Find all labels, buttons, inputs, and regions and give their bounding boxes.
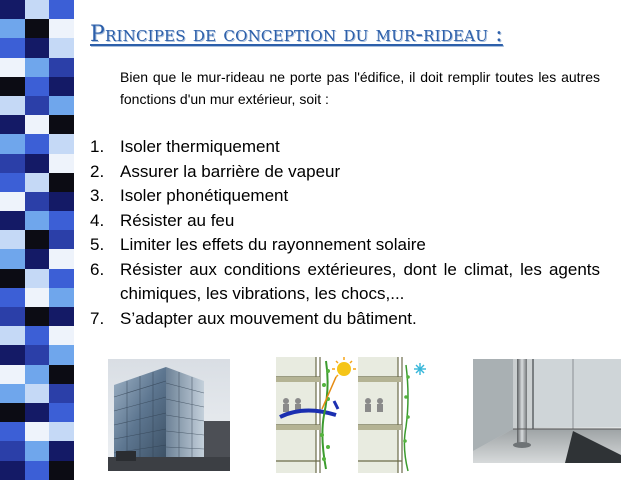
mosaic-tile — [0, 192, 25, 211]
mosaic-tile — [0, 249, 25, 268]
intro-paragraph: Bien que le mur-rideau ne porte pas l'édifice, il doit remplir toutes les autres fonctions d'un mur extérieur, soit : — [120, 69, 600, 107]
mosaic-tile — [49, 365, 74, 384]
mosaic-tile — [25, 326, 50, 345]
list-item — [90, 160, 600, 185]
mosaic-tile — [25, 211, 50, 230]
list-number: 1. — [90, 137, 105, 156]
mosaic-tile — [25, 77, 50, 96]
list-text: Assurer la barrière de vapeur — [120, 161, 341, 181]
mosaic-tile — [25, 403, 50, 422]
principles-list — [90, 135, 600, 331]
mosaic-tile — [49, 269, 74, 288]
list-text: Résister aux conditions extérieures, dont le climat, les agents chimiques, les vibrations, les chocs,... — [120, 259, 600, 303]
mosaic-tile — [0, 269, 25, 288]
mosaic-tile — [49, 58, 74, 77]
mosaic-tile — [25, 441, 50, 460]
mosaic-tile — [25, 96, 50, 115]
mosaic-tile — [49, 403, 74, 422]
mosaic-tile — [0, 154, 25, 173]
list-text: Isoler thermiquement — [120, 137, 280, 156]
glass-tower-photo — [108, 359, 230, 471]
mosaic-tile — [0, 38, 25, 57]
mosaic-tile — [0, 461, 25, 480]
mosaic-tile — [0, 365, 25, 384]
mosaic-tile — [25, 269, 50, 288]
mosaic-tile — [49, 345, 74, 364]
list-number: 6. — [90, 259, 105, 279]
mosaic-tile — [49, 307, 74, 326]
mosaic-tile — [0, 345, 25, 364]
slide-title: Principes de conception du mur-rideau : — [90, 22, 503, 47]
mosaic-tile — [49, 461, 74, 480]
mosaic-tile — [0, 96, 25, 115]
list-item — [90, 307, 600, 332]
mosaic-tile — [0, 173, 25, 192]
mosaic-tile — [0, 211, 25, 230]
mosaic-tile — [25, 230, 50, 249]
list-item — [90, 233, 600, 258]
mosaic-tile — [49, 211, 74, 230]
list-text: Limiter les effets du rayonnement solaire — [120, 235, 426, 254]
mosaic-tile — [0, 384, 25, 403]
mosaic-tile — [49, 19, 74, 38]
mosaic-tile — [49, 154, 74, 173]
mosaic-tile — [25, 461, 50, 480]
list-number: 4. — [90, 210, 105, 230]
list-text: S’adapter aux mouvement du bâtiment. — [120, 308, 417, 328]
mosaic-tile — [25, 154, 50, 173]
list-item — [90, 209, 600, 234]
mosaic-tile — [49, 249, 74, 268]
list-number: 2. — [90, 161, 105, 181]
mosaic-tile — [0, 326, 25, 345]
mosaic-tile — [25, 19, 50, 38]
mosaic-tile — [25, 134, 50, 153]
mosaic-tile — [0, 441, 25, 460]
mosaic-tile — [0, 134, 25, 153]
mosaic-tile — [0, 403, 25, 422]
mosaic-tile — [25, 38, 50, 57]
list-text: Isoler phonétiquement — [120, 186, 289, 205]
list-number: 5. — [90, 235, 105, 254]
mosaic-tile — [25, 173, 50, 192]
list-number: 3. — [90, 186, 105, 205]
mosaic-tile — [25, 307, 50, 326]
mosaic-tile — [0, 0, 25, 19]
mosaic-tile — [49, 38, 74, 57]
mosaic-tile — [0, 307, 25, 326]
mosaic-tile — [25, 345, 50, 364]
mosaic-tile — [0, 230, 25, 249]
mosaic-tile — [25, 192, 50, 211]
mosaic-tile — [49, 192, 74, 211]
mosaic-tile — [49, 326, 74, 345]
mosaic-tile — [49, 115, 74, 134]
list-item — [90, 184, 600, 209]
mosaic-tile — [49, 173, 74, 192]
mosaic-tile — [0, 58, 25, 77]
decorative-mosaic-strip — [0, 0, 74, 479]
list-number: 7. — [90, 308, 105, 328]
mosaic-tile — [0, 77, 25, 96]
mosaic-tile — [25, 422, 50, 441]
mosaic-tile — [49, 77, 74, 96]
mosaic-tile — [25, 365, 50, 384]
mosaic-tile — [0, 115, 25, 134]
mosaic-tile — [25, 0, 50, 19]
mosaic-tile — [49, 288, 74, 307]
mosaic-tile — [25, 58, 50, 77]
list-item — [90, 258, 600, 307]
mosaic-tile — [49, 441, 74, 460]
mosaic-tile — [25, 288, 50, 307]
list-text: Résister au feu — [120, 210, 235, 230]
mullion-detail-photo — [473, 359, 621, 463]
mosaic-tile — [49, 422, 74, 441]
list-item — [90, 135, 600, 160]
mosaic-tile — [0, 422, 25, 441]
mosaic-tile — [25, 249, 50, 268]
mosaic-tile — [0, 19, 25, 38]
mosaic-tile — [49, 230, 74, 249]
mosaic-tile — [49, 96, 74, 115]
mosaic-tile — [25, 115, 50, 134]
mosaic-tile — [25, 384, 50, 403]
mosaic-tile — [49, 384, 74, 403]
mosaic-tile — [49, 0, 74, 19]
curtain-wall-section-diagram — [274, 357, 434, 473]
mosaic-tile — [49, 134, 74, 153]
mosaic-tile — [0, 288, 25, 307]
